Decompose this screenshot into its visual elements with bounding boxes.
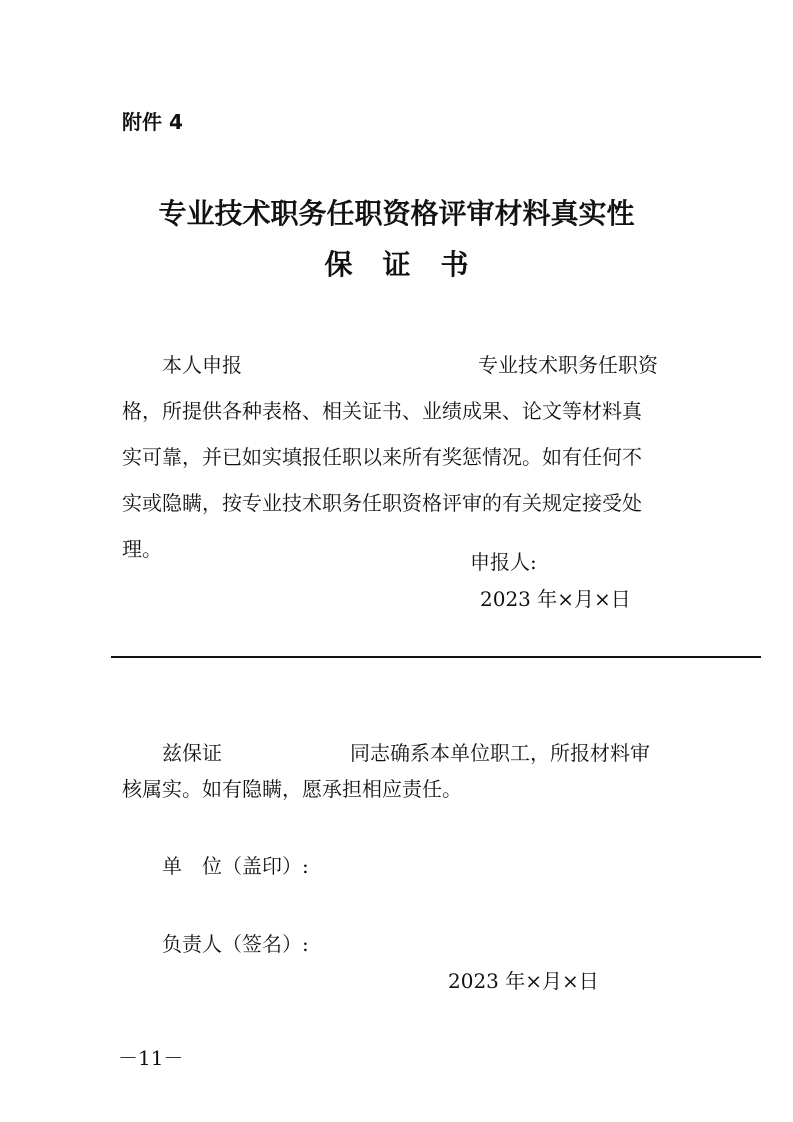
applicant-date: 2023 年×月×日 [480,587,631,611]
unit-date: 2023 年×月×日 [448,969,599,993]
document-title: 专业技术职务任职资格评审材料真实性 [158,197,635,230]
statement-line: 理。 [122,537,162,561]
section-divider [111,656,761,658]
statement-line-end: 专业技术职务任职资 [478,353,658,377]
statement-line: 实可靠，并已如实填报任职以来所有奖惩情况。如有任何不 [122,445,642,469]
responsible-signature-label: 负责人（签名）: [162,932,309,956]
document-subtitle: 保证书 [324,248,499,281]
unit-seal-label: 单 位（盖印）: [162,854,309,878]
statement-line-start: 本人申报 [162,353,242,377]
attachment-label: 附件 4 [122,110,183,134]
statement-line: 格，所提供各种表格、相关证书、业绩成果、论文等材料真 [122,399,642,423]
unit-statement-line: 核属实。如有隐瞒，愿承担相应责任。 [122,777,462,801]
page-number: －11－ [118,1046,184,1070]
applicant-signature-label: 申报人: [470,550,537,574]
statement-line: 实或隐瞒，按专业技术职务任职资格评审的有关规定接受处 [122,491,642,515]
unit-statement-end: 同志确系本单位职工，所报材料审 [350,741,650,765]
unit-statement-start: 兹保证 [162,741,222,765]
